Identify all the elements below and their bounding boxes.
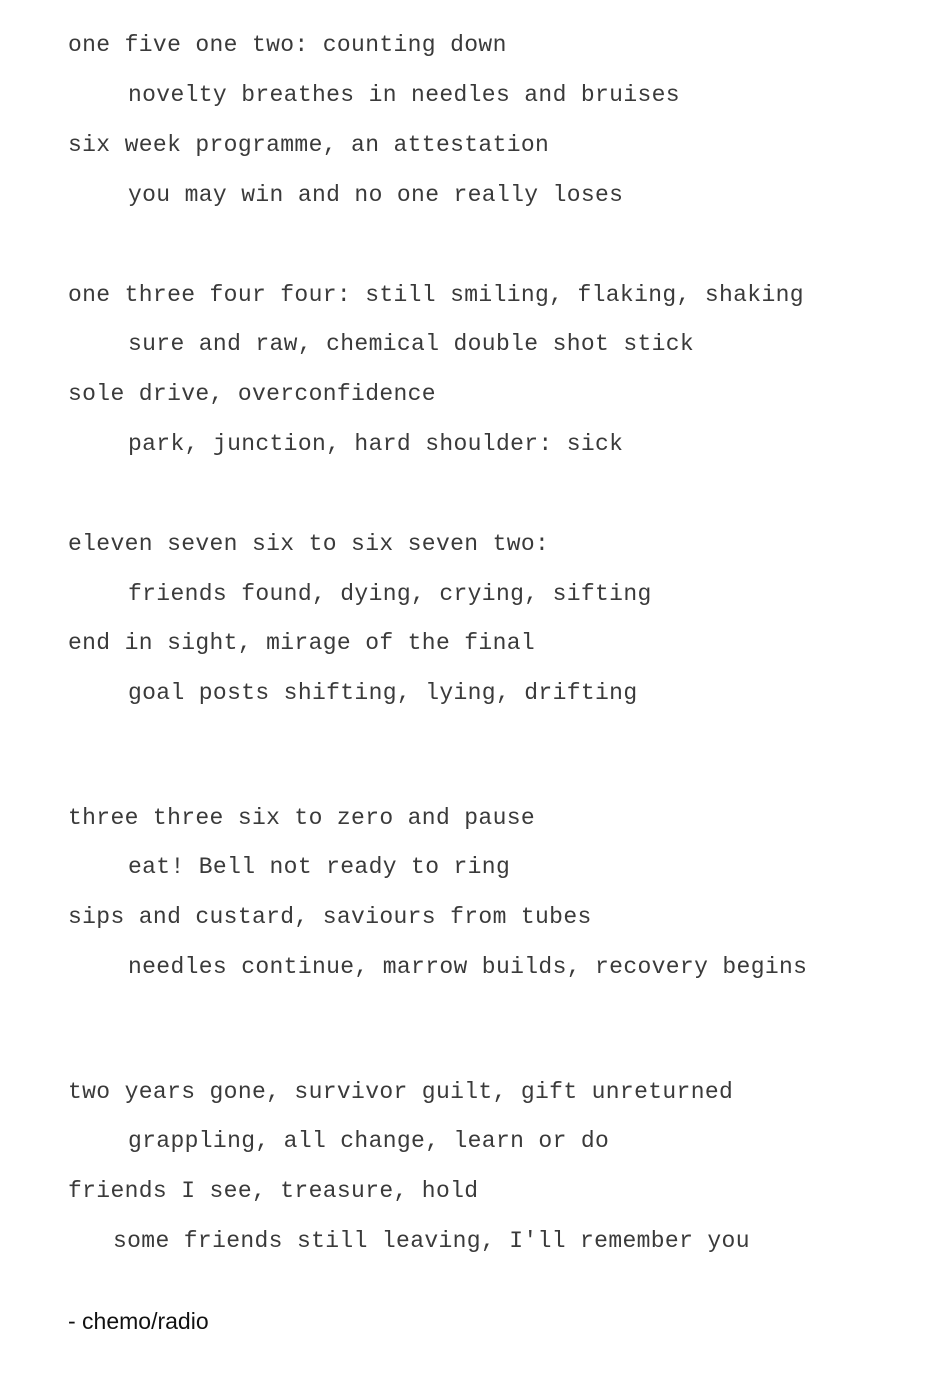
poem-line: you may win and no one really loses bbox=[128, 182, 624, 208]
poem-line: one three four four: still smiling, flaking, shaking bbox=[68, 282, 804, 308]
poem-line: park, junction, hard shoulder: sick bbox=[128, 431, 624, 457]
poem-line: sole drive, overconfidence bbox=[68, 381, 436, 407]
poem-line: three three six to zero and pause bbox=[68, 805, 536, 831]
poem-signature: - chemo/radio bbox=[68, 1308, 209, 1334]
poem-line: end in sight, mirage of the final bbox=[68, 630, 536, 656]
poem-line: friends I see, treasure, hold bbox=[68, 1178, 479, 1204]
poem-line: needles continue, marrow builds, recovery begins bbox=[128, 954, 808, 980]
poem-line: some friends still leaving, I'll remember you bbox=[113, 1228, 750, 1254]
poem-line: grappling, all change, learn or do bbox=[128, 1128, 610, 1154]
poem-line: sips and custard, saviours from tubes bbox=[68, 904, 592, 930]
poem-line: eleven seven six to six seven two: bbox=[68, 531, 550, 557]
poem-line: one five one two: counting down bbox=[68, 32, 507, 58]
poem-line: six week programme, an attestation bbox=[68, 132, 550, 158]
poem-line: eat! Bell not ready to ring bbox=[128, 854, 511, 880]
poem-line: sure and raw, chemical double shot stick bbox=[128, 331, 695, 357]
poem-line: novelty breathes in needles and bruises bbox=[128, 82, 680, 108]
poem-line: two years gone, survivor guilt, gift unreturned bbox=[68, 1079, 734, 1105]
poem-line: goal posts shifting, lying, drifting bbox=[128, 680, 638, 706]
poem-line: friends found, dying, crying, sifting bbox=[128, 581, 652, 607]
